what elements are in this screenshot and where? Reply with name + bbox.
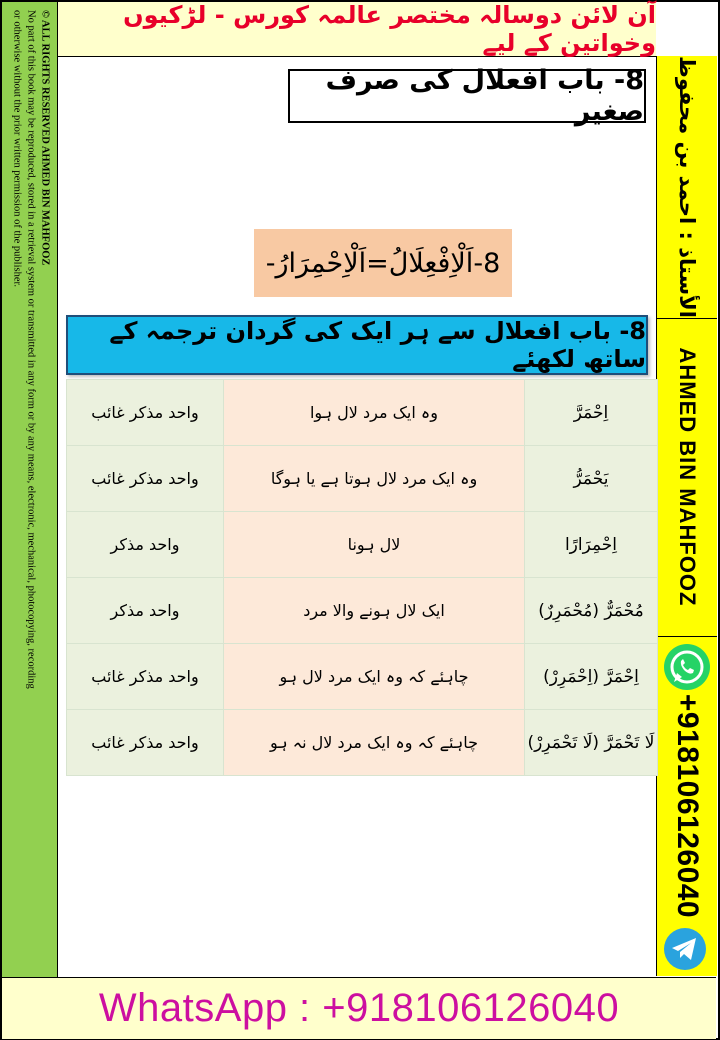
arabic-word-cell: مُحْمَرٌّ (مُحْمَرِرٌ) xyxy=(525,578,658,644)
contact-sidebar xyxy=(656,56,717,976)
whatsapp-footer xyxy=(2,977,716,1039)
meaning-cell: ایک لال ہونے والا مرد xyxy=(224,578,525,644)
arabic-word-cell: اِحْمَرَّ xyxy=(525,380,658,446)
arabic-word-cell: اِحْمِرَارًا xyxy=(525,512,658,578)
copyright-line-2: No part of this book may be reproduced, stored in a retrieval system or transmitted in any form or by any means, electronic, mechanical, photocopying, recording xyxy=(24,9,36,689)
copyright-text xyxy=(8,10,51,970)
masdar-formula-box xyxy=(254,229,512,297)
meaning-cell: چاہئے کہ وہ ایک مرد لال نہ ہو xyxy=(224,710,525,776)
course-title: آن لائن دوسالہ مختصر عالمہ کورس - لڑکیوں وخواتین کے لیے xyxy=(123,1,656,57)
phone-box xyxy=(657,636,717,976)
meaning-cell: وہ ایک مرد لال ہوا xyxy=(224,380,525,446)
copyright-line-1: © ALL RIGHTS RESERVED AHMED BIN MAHFOOZ xyxy=(38,9,50,265)
conjugation-table xyxy=(66,379,658,776)
instruction-banner xyxy=(66,315,648,375)
whatsapp-icon[interactable] xyxy=(662,642,712,692)
copyright-strip xyxy=(2,2,58,977)
arabic-word-cell: لَا تَحْمَرَّ (لَا تَحْمَرِرْ) xyxy=(525,710,658,776)
top-header xyxy=(58,2,656,57)
ustad-box xyxy=(657,56,717,319)
english-name-box xyxy=(657,318,717,637)
meaning-cell: چاہئے کہ وہ ایک مرد لال ہو xyxy=(224,644,525,710)
meaning-cell: وہ ایک مرد لال ہوتا ہے یا ہوگا xyxy=(224,446,525,512)
form-type-cell: واحد مذکر غائب xyxy=(67,710,224,776)
english-name: AHMED BIN MAHFOOZ xyxy=(675,347,700,607)
main-content xyxy=(58,57,656,977)
masdar-formula: 8-اَلْاِفْعِلَالُ=اَلْاِحْمِرَارُ- xyxy=(265,247,501,279)
table-row xyxy=(67,512,658,578)
form-type-cell: واحد مذکر غائب xyxy=(67,446,224,512)
phone-number: +918106126040 xyxy=(671,693,704,919)
form-type-cell: واحد مذکر xyxy=(67,512,224,578)
form-type-cell: واحد مذکر غائب xyxy=(67,644,224,710)
table-row xyxy=(67,644,658,710)
meaning-cell: لال ہونا xyxy=(224,512,525,578)
form-type-cell: واحد مذکر غائب xyxy=(67,380,224,446)
table-row xyxy=(67,710,658,776)
whatsapp-contact[interactable]: WhatsApp : +918106126040 xyxy=(98,986,620,1030)
table-row xyxy=(67,446,658,512)
table-row xyxy=(67,380,658,446)
ustad-label: الأستاذ : احمد بن محفوظ xyxy=(675,56,699,318)
form-type-cell: واحد مذکر xyxy=(67,578,224,644)
telegram-icon[interactable] xyxy=(662,926,708,972)
instruction-text: 8- باب افعلال سے ہر ایک کی گردان ترجمہ کے ساتھ لکھئے xyxy=(109,317,646,373)
table-row xyxy=(67,578,658,644)
copyright-line-3: or otherwise without the prior written permission of the publisher. xyxy=(10,9,22,287)
arabic-word-cell: اِحْمَرَّ (اِحْمَرِرْ) xyxy=(525,644,658,710)
arabic-word-cell: یَحْمَرُّ xyxy=(525,446,658,512)
lesson-title-box xyxy=(288,65,646,127)
lesson-title: 8- باب افعلال کی صرف صغیر xyxy=(325,65,644,127)
